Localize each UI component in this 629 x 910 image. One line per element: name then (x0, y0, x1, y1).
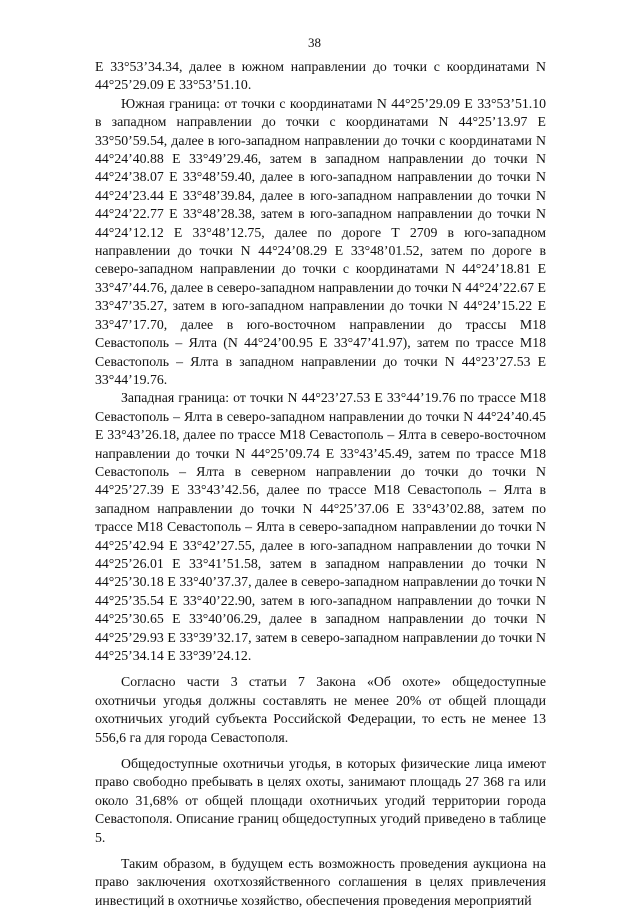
paragraph-law-reference: Согласно части 3 статьи 7 Закона «Об охоте» общедоступные охотничьи угодья должны составлять не менее 20% от общей площади охотничьих угодий субъекта Российской Федерации, то есть не менее 13 556,6 га для города Севастополя. (95, 674, 546, 745)
paragraph-western-border: Западная граница: от точки N 44°23’27.53 Е 33°44’19.76 по трассе М18 Севастополь – Ялта в северо-западном направлении до точки N 44°24’40.45 Е 33°43’26.18, далее по трассе М18 Севастополь – Ялта в северо-восточном направлении до точки N 44°25’09.74 Е 33°43’45.49, затем по трассе М18 Севастополь – Ялта в северном направлении до точки до точки N 44°25’27.39 Е 33°43’42.56, далее по трассе М18 Севастополь – Ялта в западном направлении до точки N 44°25’37.06 Е 33°43’02.88, затем по трассе М18 Севастополь – Ялта в северо-западном направлении до точки N 44°25’42.94 Е 33°42’27.55, далее в юго-западном направлении до точки N 44°25’26.01 Е 33°41’51.58, затем в западном направлении до точки N 44°25’30.18 Е 33°40’37.37, далее в северо-западном направлении до точки N 44°25’35.54 Е 33°40’22.90, затем в юго-западном направлении до точки N 44°25’30.65 Е 33°40’06.29, далее в западном направлении до точки N 44°25’29.93 Е 33°39’32.17, затем в северо-западном направлении до точки N 44°25’34.14 Е 33°39’24.12. (95, 390, 546, 663)
paragraph-public-grounds: Общедоступные охотничьи угодья, в которых физические лица имеют право свободно пребывать в целях охоты, занимают площадь 27 368 га или около 31,68% от общей площади охотничьих угодий территории города Севастополя. Описание границ общедоступных угодий приведено в таблице 5. (95, 756, 546, 845)
paragraph-continuation: Е 33°53’34.34, далее в южном направлении до точки с координатами N 44°25’29.09 Е 33°53’51.10. (95, 59, 546, 93)
page-number: 38 (308, 35, 321, 50)
document-body (95, 58, 546, 910)
paragraph-southern-border: Южная граница: от точки с координатами N 44°25’29.09 Е 33°53’51.10 в западном направлении до точки с координатами N 44°25’13.97 Е 33°50’59.54, далее в юго-западном направлении до точки с координатами N 44°24’40.88 Е 33°49’29.46, затем в западном направлении до точки N 44°24’38.07 Е 33°48’59.40, далее в юго-западном направлении до точки N 44°24’23.44 Е 33°48’39.84, далее в юго-западном направлении до точки N 44°24’22.77 Е 33°48’28.38, затем в юго-западном направлении до точки N 44°24’12.12 Е 33°48’12.75, далее по дороге Т 2709 в юго-западном направлении до точки N 44°24’08.29 Е 33°48’01.52, затем по дороге в северо-западном направлении до точки с координатами N 44°24’18.81 Е 33°47’44.76, далее в северо-западном направлении до точки N 44°24’22.67 Е 33°47’35.27, затем в юго-западном направлении до точки N 44°24’15.22 Е 33°47’17.70, далее в юго-восточном направлении до трассы М18 Севастополь – Ялта (N 44°24’00.95 Е 33°47’41.97), затем по трассе М18 Севастополь – Ялта в западном направлении до точки N 44°23’27.53 Е 33°44’19.76. (95, 95, 546, 387)
paragraph-conclusion: Таким образом, в будущем есть возможность проведения аукциона на право заключения охотхозяйственного соглашения в целях привлечения инвестиций в охотничье хозяйство, обеспечения проведения мероприятий (95, 856, 546, 908)
